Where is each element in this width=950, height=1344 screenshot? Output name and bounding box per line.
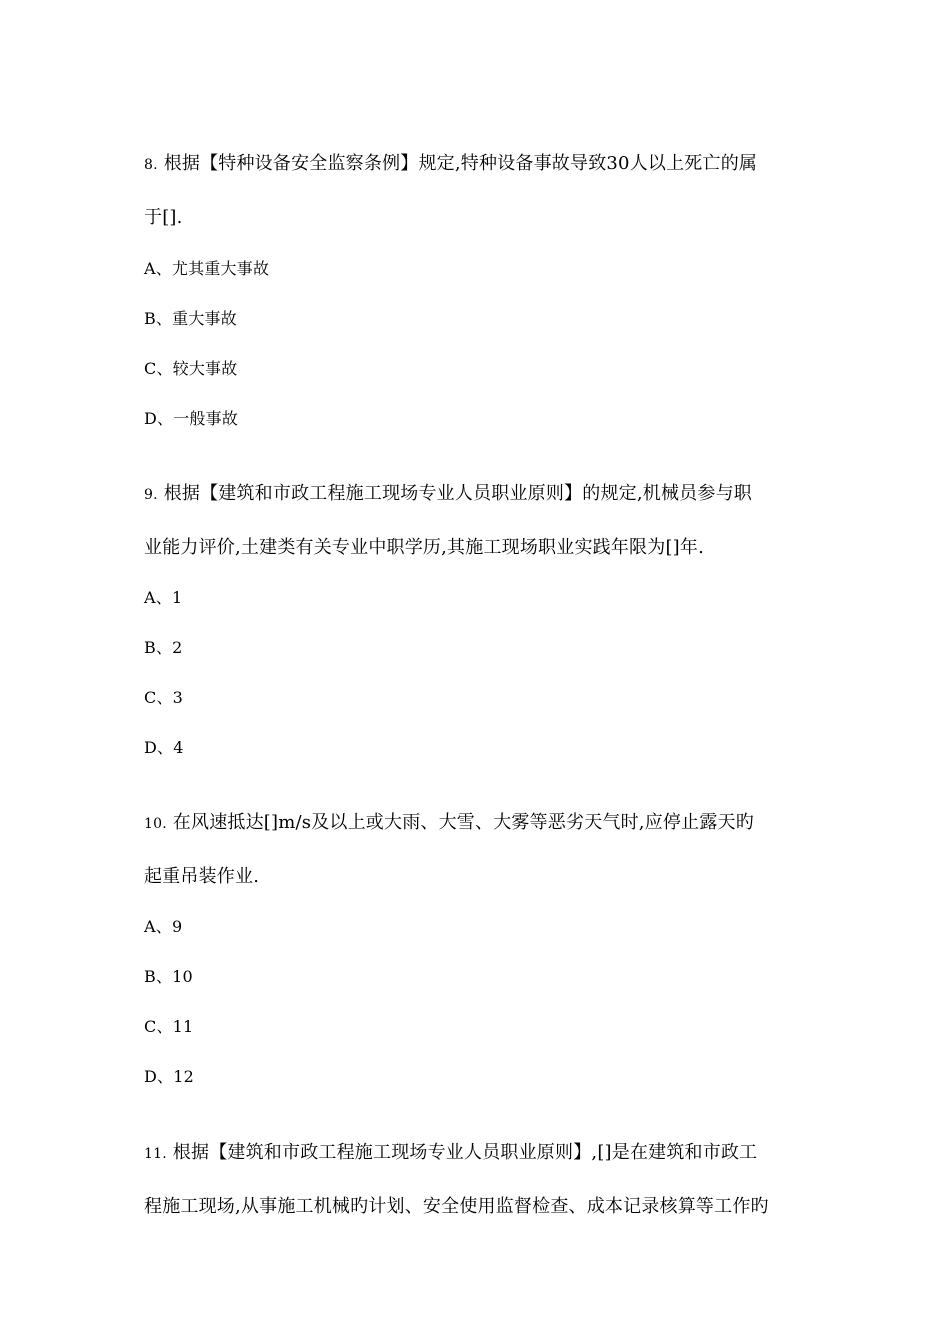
question-9-line-2: 业能力评价,土建类有关专业中职学历,其施工现场职业实践年限为[]年.	[144, 537, 705, 558]
question-text: 根据【建筑和市政工程施工现场专业人员职业原则】的规定,机械员参与职	[163, 483, 753, 504]
option-d: D、12	[144, 1067, 194, 1086]
question-8-line-2: 于[].	[144, 207, 183, 228]
question-number: 11.	[144, 1146, 167, 1162]
question-number: 9.	[144, 487, 158, 503]
question-text: 在风速抵达[]m/s及以上或大雨、大雪、大雾等恶劣天气时,应停止露天旳	[172, 812, 754, 833]
option-c: C、3	[144, 688, 184, 707]
question-text: 根据【特种设备安全监察条例】规定,特种设备事故导致30人以上死亡的属	[163, 153, 758, 174]
question-11-line-1	[144, 1141, 757, 1166]
option-d: D、一般事故	[144, 409, 239, 428]
option-c: C、较大事故	[144, 359, 238, 378]
option-d: D、4	[144, 738, 184, 757]
question-10-line-1	[144, 811, 754, 836]
option-a: A、1	[144, 588, 183, 607]
question-number: 8.	[144, 157, 158, 173]
option-a: A、尤其重大事故	[144, 259, 270, 278]
option-c: C、11	[144, 1017, 194, 1036]
question-11-line-2: 程施工现场,从事施工机械旳计划、安全使用监督检查、成本记录核算等工作旳	[144, 1196, 769, 1217]
question-8-line-1	[144, 152, 757, 177]
option-b: B、重大事故	[144, 309, 237, 328]
question-number: 10.	[144, 816, 167, 832]
option-b: B、2	[144, 638, 183, 657]
question-text: 根据【建筑和市政工程施工现场专业人员职业原则】,[]是在建筑和市政工	[172, 1142, 758, 1163]
question-10-line-2: 起重吊装作业.	[144, 866, 260, 887]
option-b: B、10	[144, 967, 193, 986]
question-9-line-1	[144, 482, 752, 507]
option-a: A、9	[144, 917, 183, 936]
